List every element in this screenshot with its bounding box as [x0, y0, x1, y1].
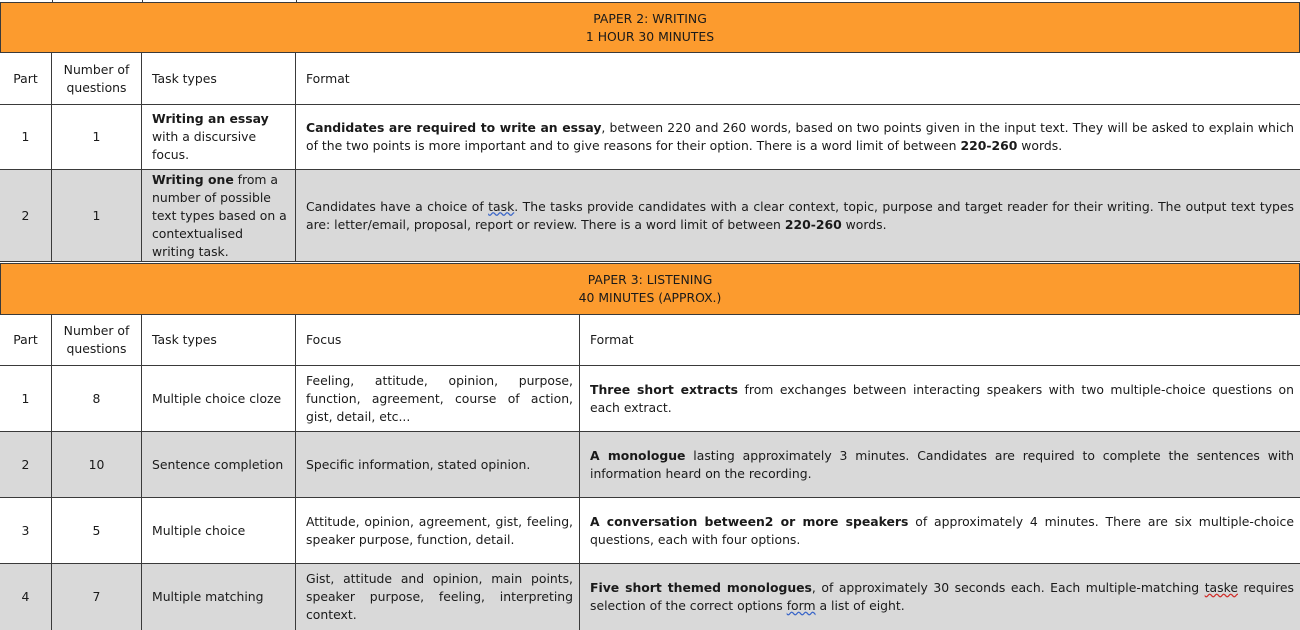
- format-mid: . The tasks provide candidates with a clear context, topic, purpose and target reader for their writing. The output text types are: letter/email, proposal, report or review. There is a word limit of between: [306, 198, 1294, 232]
- num-questions: 10: [52, 432, 142, 497]
- table-row: [0, 170, 1300, 262]
- header-part: Part: [0, 315, 52, 365]
- task-type-rest: with a discursive focus.: [152, 129, 257, 162]
- task-type: Multiple choice cloze: [142, 366, 296, 431]
- num-questions: 1: [52, 105, 142, 169]
- paper3-title: PAPER 3: LISTENING: [587, 272, 713, 287]
- format-text: [580, 366, 1300, 431]
- format-bold: A conversation between2 or more speakers: [590, 513, 909, 529]
- header-num-questions: Number of questions: [52, 315, 142, 365]
- word-limit: 220-260: [784, 216, 842, 232]
- header-task-types: Task types: [142, 315, 296, 365]
- format-rest: a list of eight.: [815, 598, 905, 613]
- paper2-title: PAPER 2: WRITING: [593, 10, 707, 26]
- format-start: Candidates have a choice of: [306, 198, 489, 214]
- header-num-questions: Number of questions: [52, 53, 142, 104]
- format-rest: requires selection of the correct options: [590, 580, 1294, 613]
- task-type: [142, 170, 296, 261]
- table-row: [0, 432, 1300, 498]
- table-row: [0, 564, 1300, 630]
- header-part: Part: [0, 53, 52, 104]
- table-row: [0, 498, 1300, 564]
- format-rest: of approximately 4 minutes. There are six multiple-choice questions, each with four options.: [590, 513, 1294, 547]
- paper3-header-row: [0, 315, 1300, 366]
- table-row: [0, 366, 1300, 432]
- format-text: [580, 432, 1300, 497]
- task-type: Multiple choice: [142, 498, 296, 563]
- task-type-rest: from a number of possible text types based on a contextualised writing task.: [152, 171, 287, 259]
- header-focus: Focus: [296, 315, 580, 365]
- spellcheck-word[interactable]: task: [488, 198, 515, 214]
- format-bold: A monologue: [590, 447, 686, 463]
- header-task-types: Task types: [142, 53, 296, 104]
- format-text: [580, 498, 1300, 563]
- word-limit: 220-260: [960, 138, 1018, 153]
- format-end: words.: [1017, 138, 1063, 153]
- table-row: [0, 105, 1300, 170]
- num-questions: 7: [52, 564, 142, 630]
- focus-value: Gist, attitude and opinion, main points, speaker purpose, feeling, interpreting context.: [306, 571, 573, 622]
- focus-value: Specific information, stated opinion.: [306, 456, 531, 472]
- focus-value: Feeling, attitude, opinion, purpose, function, agreement, course of action, gist, detail, etc...: [306, 372, 573, 424]
- focus-text: [296, 564, 580, 630]
- part-number: 4: [0, 564, 52, 630]
- num-questions: 1: [52, 170, 142, 261]
- task-type-bold: Writing one: [152, 171, 234, 187]
- format-text: [296, 105, 1300, 169]
- task-type: [142, 105, 296, 169]
- part-number: 2: [0, 432, 52, 497]
- format-end: words.: [841, 216, 887, 232]
- task-type: Multiple matching: [142, 564, 296, 630]
- focus-text: [296, 366, 580, 431]
- format-text: [580, 564, 1300, 630]
- focus-text: [296, 432, 580, 497]
- format-rest: , of approximately 30 seconds each. Each multiple-matching: [811, 580, 1205, 595]
- part-number: 3: [0, 498, 52, 563]
- paper3-banner: [0, 263, 1300, 315]
- header-format: Format: [306, 70, 350, 86]
- paper2-duration: 1 HOUR 30 MINUTES: [585, 28, 715, 44]
- format-rest: lasting approximately 3 minutes. Candidates are required to complete the sentences with information heard on the recording.: [590, 447, 1295, 481]
- spellcheck-word[interactable]: form: [786, 598, 816, 613]
- spellcheck-word[interactable]: taske: [1204, 580, 1238, 595]
- task-type-bold: Writing an essay: [152, 111, 269, 126]
- paper3-duration: 40 MINUTES (APPROX.): [578, 290, 722, 305]
- format-mid: , between 220 and 260 words, based on two points given in the input text. They will be asked to explain which of the two points is more important and to give reasons for their option. There is a word limit of between: [306, 120, 1294, 153]
- num-questions: 8: [52, 366, 142, 431]
- format-text: [296, 170, 1300, 261]
- num-questions: 5: [52, 498, 142, 563]
- part-number: 2: [0, 170, 52, 261]
- header-format: Format: [590, 332, 634, 347]
- format-rest: from exchanges between interacting speakers with two multiple-choice questions on each extract.: [590, 381, 1294, 415]
- task-type: Sentence completion: [142, 432, 296, 497]
- format-bold: Three short extracts: [590, 381, 739, 397]
- paper2-banner: [0, 2, 1300, 53]
- format-bold: Five short themed monologues: [590, 580, 812, 595]
- focus-text: [296, 498, 580, 563]
- part-number: 1: [0, 366, 52, 431]
- focus-value: Attitude, opinion, agreement, gist, feeling, speaker purpose, function, detail.: [306, 513, 573, 547]
- format-bold: Candidates are required to write an essay: [306, 120, 602, 135]
- paper2-header-row: [0, 53, 1300, 105]
- part-number: 1: [0, 105, 52, 169]
